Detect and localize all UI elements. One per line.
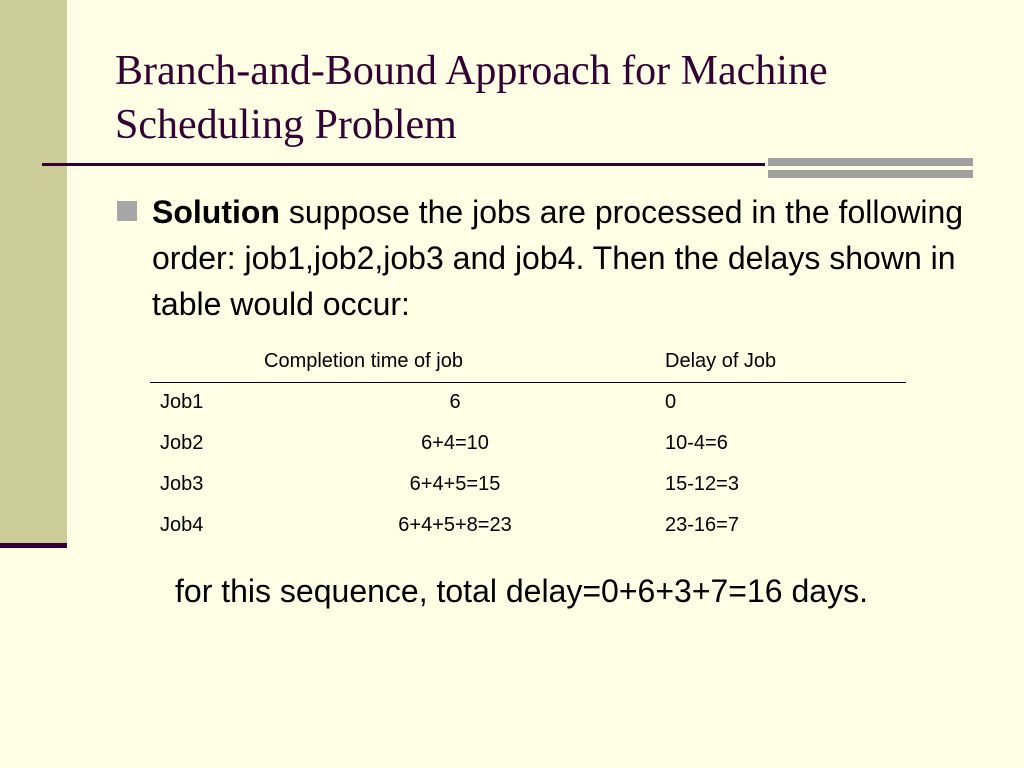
title-divider-gray-top (768, 158, 973, 166)
bullet-paragraph (152, 189, 982, 327)
header-completion-time: Completion time of job (264, 350, 463, 372)
left-accent-bar (0, 0, 67, 548)
title-divider (42, 163, 765, 166)
cell-delay: 0 (665, 391, 677, 413)
table-row (150, 506, 906, 547)
header-delay: Delay of Job (665, 350, 777, 372)
left-accent-bar-base (0, 543, 67, 548)
table-row (150, 383, 906, 424)
cell-delay: 10-4=6 (665, 432, 728, 454)
table-row (150, 465, 906, 506)
cell-job: Job4 (160, 514, 204, 536)
title-divider-gray-bottom (768, 170, 973, 178)
cell-delay: 15-12=3 (665, 473, 739, 495)
cell-job: Job3 (160, 473, 204, 495)
table-header-row (150, 346, 906, 383)
bullet-bold-label: Solution (152, 194, 280, 230)
cell-completion: 6+4=10 (421, 432, 489, 454)
cell-delay: 23-16=7 (665, 514, 739, 536)
table-row (150, 424, 906, 465)
cell-completion: 6+4+5+8=23 (398, 514, 512, 536)
delay-table (150, 346, 906, 547)
bullet-body-text: suppose the jobs are processed in the following order: job1,job2,job3 and job4. Then the delays shown in table would occur: (152, 194, 964, 322)
total-delay-summary: for this sequence, total delay=0+6+3+7=16 days. (175, 573, 868, 609)
cell-completion: 6 (449, 391, 461, 413)
cell-job: Job1 (160, 391, 204, 413)
cell-job: Job2 (160, 432, 204, 454)
slide-title: Branch-and-Bound Approach for Machine Scheduling Problem (115, 48, 828, 148)
cell-completion: 6+4+5=15 (409, 473, 501, 495)
square-bullet-icon (117, 201, 137, 221)
